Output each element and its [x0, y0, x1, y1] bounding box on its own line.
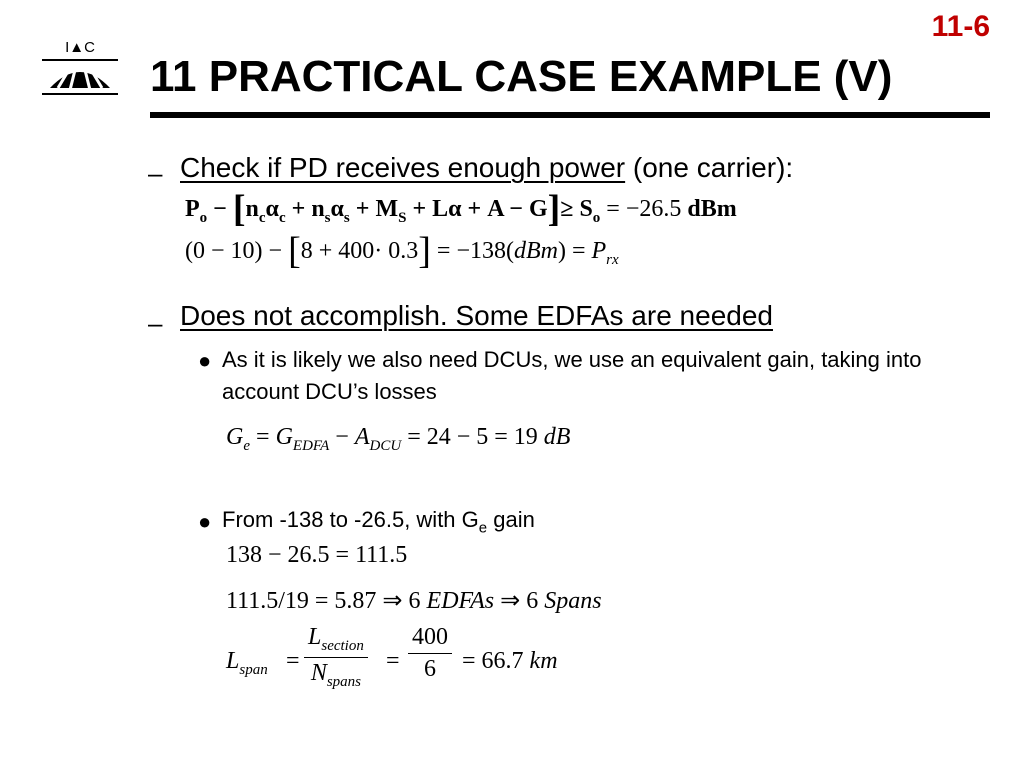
bullet-rest-text: (one carrier):: [625, 152, 794, 183]
iac-logo-graphic: [38, 38, 122, 102]
equals-sign: =: [386, 648, 400, 674]
title-underline: [150, 112, 990, 118]
bullet-check-power: [180, 152, 793, 184]
equation-span-length-lhs: $L_{span}$: [226, 648, 268, 678]
iac-logo: [38, 38, 122, 102]
bullet-edfas-needed: [180, 300, 773, 332]
bullet-dash: –: [148, 158, 163, 188]
slide-title: 11 PRACTICAL CASE EXAMPLE (V): [150, 52, 893, 101]
logo-text: I▲C: [65, 39, 95, 56]
equation-edfa-count: 111.5/19 = 5.87 ⇒ 6 EDFAs ⇒ 6 Spans: [226, 588, 602, 614]
fraction-400-over-6: $\frac{400}{6}$: [408, 624, 452, 683]
fraction-section-over-spans: $L_{section}$ $N_{spans}$: [304, 624, 368, 691]
equation-equivalent-gain: $G_e = G_{EDFA} - A_{DCU} = 24 - 5 = 19$ dB: [226, 424, 571, 454]
sub-bullet-dot: ●: [198, 348, 212, 373]
bullet-underlined-text: Does not accomplish. Some EDFAs are needed: [180, 300, 773, 331]
sub-bullet-dot: ●: [198, 509, 212, 534]
bullet-underlined-text: Check if PD receives enough power: [180, 152, 626, 183]
equals-sign: =: [286, 648, 300, 674]
equation-difference: 138 − 26.5 = 111.5: [226, 542, 408, 568]
equation-received-power: $(0 - 10) - [8 + 400\cdot 0.3] = -138(dBm) = P_{rx}$: [185, 230, 619, 272]
slide-number: 11-6: [931, 10, 990, 43]
sub-bullet-gain-range: From -138 to -26.5, with $G_e$ gain: [222, 507, 535, 537]
sub-bullet-dcu-gain: As it is likely we also need DCUs, we use an equivalent gain, taking into account DCU’s losses: [222, 347, 922, 404]
equation-span-length-result: = 66.7 km: [462, 648, 558, 674]
bullet-dash: –: [148, 308, 163, 338]
equation-power-budget: $P_o - [n_c\alpha_c + n_s\alpha_s + M_S + L\alpha + A - G]\ge S_o = -26.5$ dBm: [185, 188, 737, 230]
